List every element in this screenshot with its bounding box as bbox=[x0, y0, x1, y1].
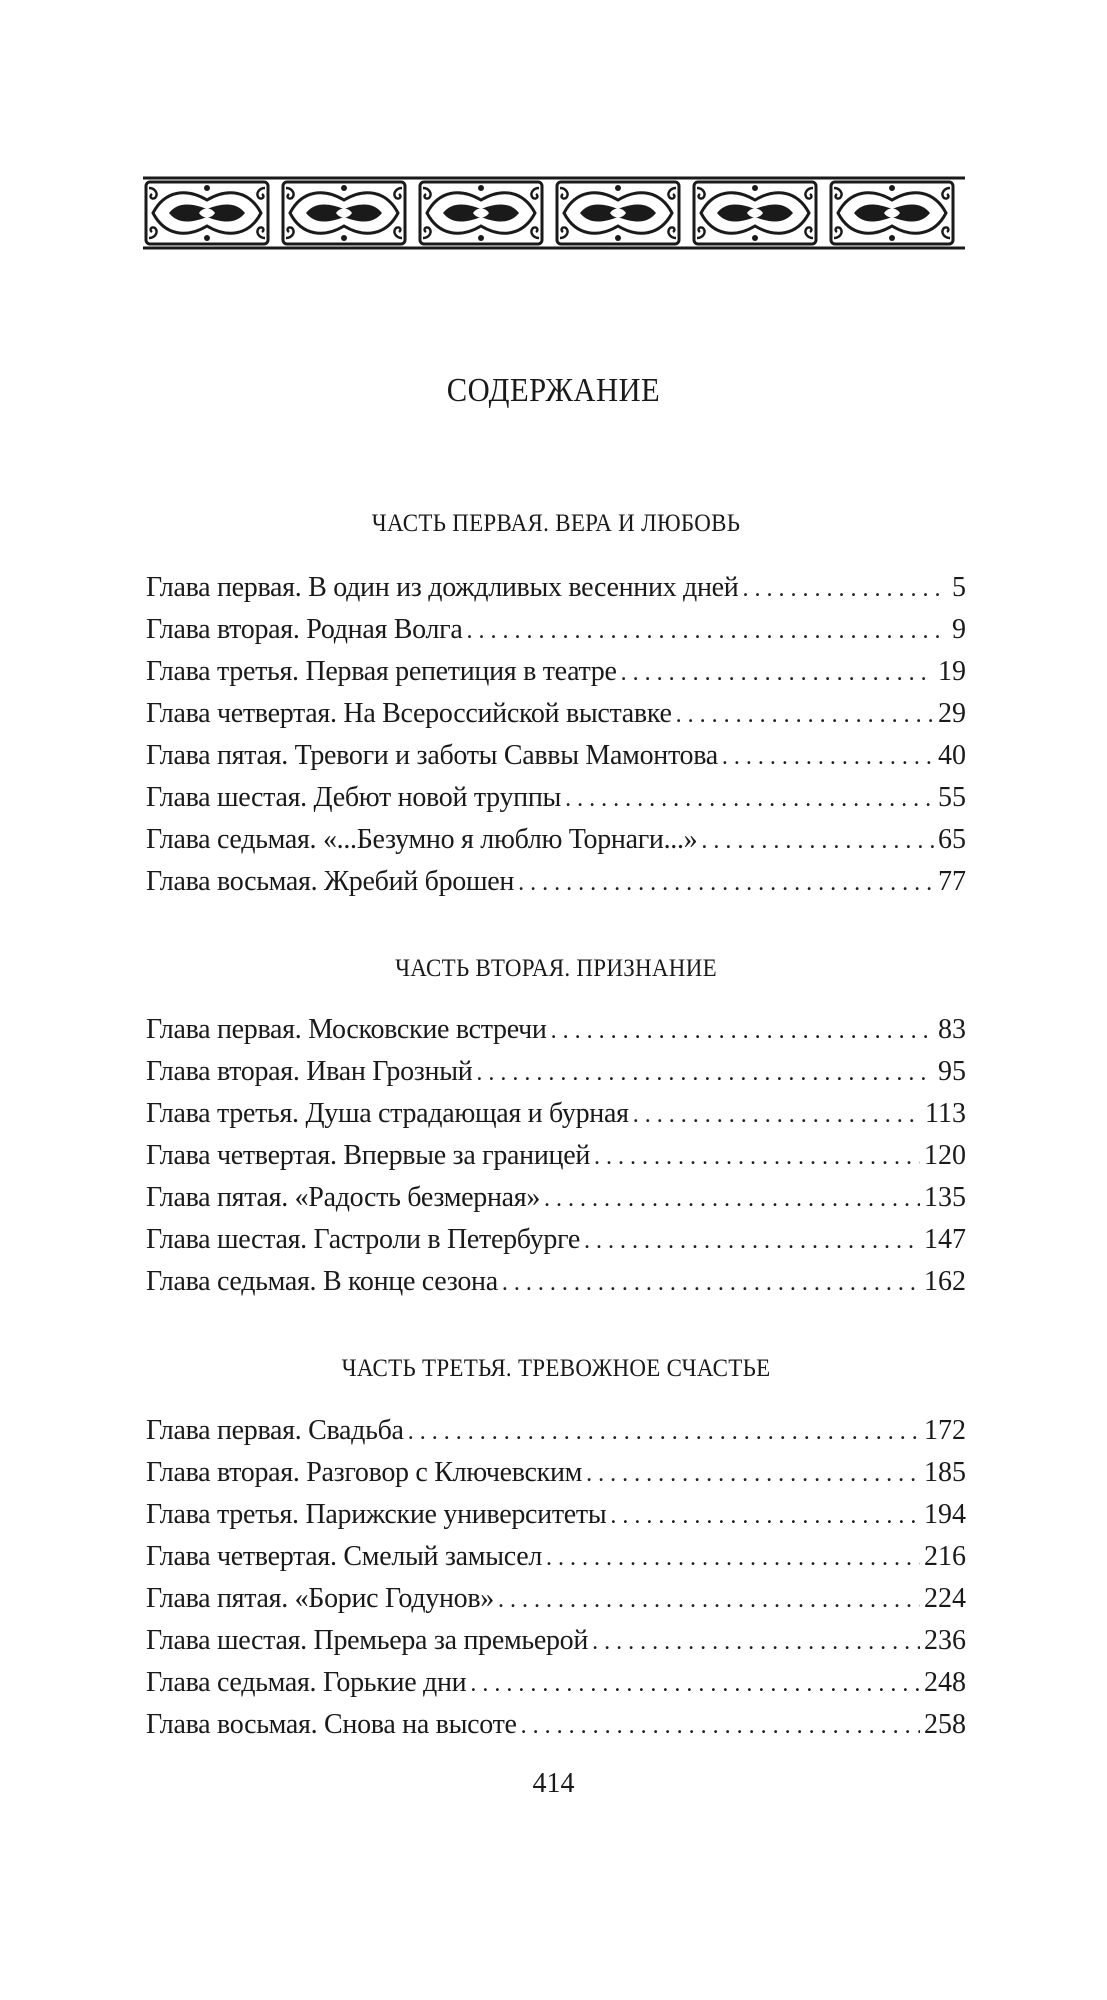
toc-entry[interactable] bbox=[146, 819, 966, 861]
dot-leader bbox=[502, 1262, 920, 1304]
part-title: ЧАСТЬ ТРЕТЬЯ. ТРЕВОЖНОЕ СЧАСТЬЕ bbox=[341, 1355, 771, 1382]
chapter-page: 194 bbox=[924, 1499, 966, 1530]
chapter-page: 224 bbox=[924, 1583, 966, 1614]
toc-entry[interactable] bbox=[146, 1051, 966, 1093]
toc-entry[interactable] bbox=[146, 1261, 966, 1303]
chapter-title: Глава четвертая. Смелый замысел bbox=[146, 1541, 542, 1572]
toc-entry[interactable] bbox=[146, 1452, 966, 1494]
chapter-page: 113 bbox=[925, 1098, 966, 1129]
part-title: ЧАСТЬ ВТОРАЯ. ПРИЗНАНИЕ bbox=[395, 955, 717, 982]
chapter-title: Глава четвертая. На Всероссийской выставке bbox=[146, 698, 672, 729]
chapter-title: Глава пятая. «Радость безмерная» bbox=[146, 1182, 541, 1213]
dot-leader bbox=[592, 1621, 920, 1663]
toc-entry[interactable] bbox=[146, 1093, 966, 1135]
dot-leader bbox=[476, 1052, 934, 1094]
toc-entry[interactable] bbox=[146, 1704, 966, 1746]
dot-leader bbox=[466, 610, 948, 652]
chapter-title: Глава седьмая. «...Безумно я люблю Торнаги...» bbox=[146, 824, 698, 855]
page-number: 414 bbox=[532, 1768, 575, 1799]
chapter-page: 55 bbox=[938, 782, 966, 813]
dot-leader bbox=[521, 1705, 920, 1747]
toc-entry[interactable] bbox=[146, 651, 966, 693]
chapter-page: 216 bbox=[924, 1541, 966, 1572]
chapter-page: 65 bbox=[938, 824, 966, 855]
toc-entry[interactable] bbox=[146, 1009, 966, 1051]
toc-entry[interactable] bbox=[146, 735, 966, 777]
chapter-page: 236 bbox=[924, 1625, 966, 1656]
chapter-title: Глава восьмая. Жребий брошен bbox=[146, 866, 515, 897]
chapter-page: 40 bbox=[938, 740, 966, 771]
chapter-title: Глава первая. Свадьба bbox=[146, 1415, 404, 1446]
chapter-title: Глава первая. Московские встречи bbox=[146, 1014, 547, 1045]
dot-leader bbox=[610, 1495, 920, 1537]
chapter-title: Глава седьмая. В конце сезона bbox=[146, 1266, 498, 1297]
dot-leader bbox=[584, 1220, 920, 1262]
dot-leader bbox=[594, 1136, 920, 1178]
dot-leader bbox=[546, 1537, 920, 1579]
dot-leader bbox=[551, 1010, 934, 1052]
chapter-title: Глава шестая. Гастроли в Петербурге bbox=[146, 1224, 581, 1255]
dot-leader bbox=[565, 778, 934, 820]
chapter-title: Глава вторая. Разговор с Ключевским bbox=[146, 1457, 583, 1488]
dot-leader bbox=[701, 820, 934, 862]
part-title: ЧАСТЬ ПЕРВАЯ. ВЕРА И ЛЮБОВЬ bbox=[371, 510, 741, 537]
page-title: СОДЕРЖАНИЕ bbox=[446, 372, 661, 409]
dot-leader bbox=[633, 1094, 921, 1136]
chapter-page: 83 bbox=[938, 1014, 966, 1045]
toc-entry[interactable] bbox=[146, 1219, 966, 1261]
chapter-page: 19 bbox=[938, 656, 966, 687]
chapter-page: 135 bbox=[924, 1182, 966, 1213]
chapter-title: Глава третья. Первая репетиция в театре bbox=[146, 656, 617, 687]
chapter-page: 248 bbox=[924, 1667, 966, 1698]
dot-leader bbox=[470, 1663, 920, 1705]
dot-leader bbox=[518, 862, 934, 904]
toc-entry[interactable] bbox=[146, 1578, 966, 1620]
chapter-page: 29 bbox=[938, 698, 966, 729]
chapter-title: Глава вторая. Иван Грозный bbox=[146, 1056, 473, 1087]
toc-entry[interactable] bbox=[146, 777, 966, 819]
chapter-page: 162 bbox=[924, 1266, 966, 1297]
toc-entry[interactable] bbox=[146, 1177, 966, 1219]
chapter-page: 77 bbox=[938, 866, 966, 897]
chapter-title: Глава четвертая. Впервые за границей bbox=[146, 1140, 591, 1171]
chapter-title: Глава шестая. Премьера за премьерой bbox=[146, 1625, 589, 1656]
chapter-title: Глава пятая. «Борис Годунов» bbox=[146, 1583, 494, 1614]
toc-entry[interactable] bbox=[146, 1620, 966, 1662]
toc-entry[interactable] bbox=[146, 1536, 966, 1578]
dot-leader bbox=[586, 1453, 920, 1495]
chapter-title: Глава вторая. Родная Волга bbox=[146, 614, 463, 645]
chapter-page: 9 bbox=[952, 614, 966, 645]
toc-entry[interactable] bbox=[146, 567, 966, 609]
dot-leader bbox=[621, 652, 934, 694]
chapter-title: Глава седьмая. Горькие дни bbox=[146, 1667, 467, 1698]
chapter-title: Глава первая. В один из дождливых весенних дней bbox=[146, 572, 739, 603]
chapter-title: Глава шестая. Дебют новой труппы bbox=[146, 782, 562, 813]
toc-entry[interactable] bbox=[146, 861, 966, 903]
dot-leader bbox=[742, 568, 948, 610]
dot-leader bbox=[498, 1579, 920, 1621]
toc-entry[interactable] bbox=[146, 609, 966, 651]
chapter-page: 95 bbox=[938, 1056, 966, 1087]
chapter-page: 172 bbox=[924, 1415, 966, 1446]
toc-entry[interactable] bbox=[146, 1662, 966, 1704]
dot-leader bbox=[408, 1411, 920, 1453]
dot-leader bbox=[544, 1178, 920, 1220]
chapter-page: 258 bbox=[924, 1709, 966, 1740]
toc-entry[interactable] bbox=[146, 1135, 966, 1177]
chapter-page: 120 bbox=[924, 1140, 966, 1171]
chapter-title: Глава восьмая. Снова на высоте bbox=[146, 1709, 517, 1740]
chapter-page: 147 bbox=[924, 1224, 966, 1255]
toc-entry[interactable] bbox=[146, 1494, 966, 1536]
chapter-title: Глава пятая. Тревоги и заботы Саввы Мамонтова bbox=[146, 740, 718, 771]
chapter-title: Глава третья. Душа страдающая и бурная bbox=[146, 1098, 629, 1129]
chapter-title: Глава третья. Парижские университеты bbox=[146, 1499, 607, 1530]
toc-entry[interactable] bbox=[146, 1410, 966, 1452]
chapter-page: 5 bbox=[952, 572, 966, 603]
dot-leader bbox=[676, 694, 934, 736]
decorative-ornament-border bbox=[143, 176, 965, 250]
dot-leader bbox=[722, 736, 934, 778]
toc-entry[interactable] bbox=[146, 693, 966, 735]
chapter-page: 185 bbox=[924, 1457, 966, 1488]
